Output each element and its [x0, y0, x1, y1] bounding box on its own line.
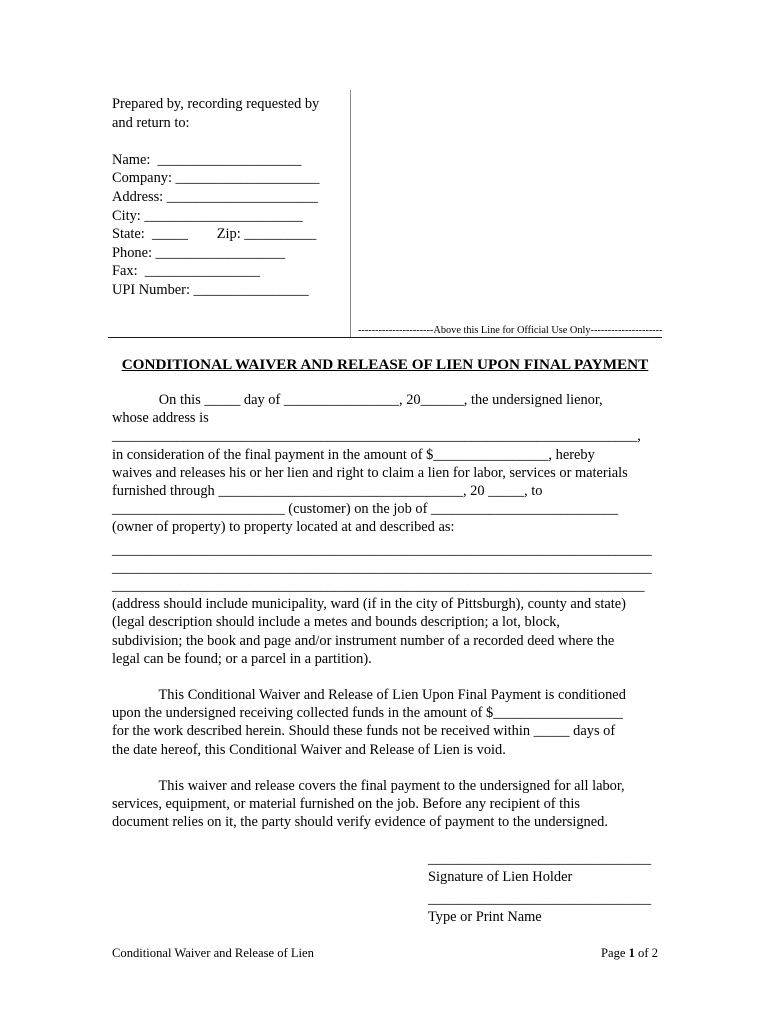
page-indicator-suffix: of 2: [634, 946, 658, 960]
page-number: 1: [628, 946, 635, 960]
print-name-line: _______________________________: [428, 891, 652, 908]
page-footer: [112, 946, 658, 961]
opening-paragraph: On this _____ day of ________________, 20______, the undersigned lienor, whose address is _________________________________________________________________________, in consideration of the final payment in the amount of $________________, hereby waives and releases his or her lien and right to claim a lien for labor, services or materials furnished through __________________________________, 20 _____, to ________________________ (customer) on the job of __________________________ (owner of property) to property located at and described as:: [112, 392, 641, 536]
return-address-block: Prepared by, recording requested by and return to: Name: ____________________ Company: ____________________ Address: _____________________ City: ______________________ State: _____ Zip: __________ Phone: __________________ Fax: ________________ UPI Number: ________________: [112, 96, 320, 298]
signature-line: _______________________________: [428, 851, 652, 868]
official-use-label: ----------------------Above this Line for Official Use Only---------------------: [358, 325, 663, 336]
print-name-label: Type or Print Name: [428, 909, 542, 926]
page-content: [112, 0, 663, 931]
page-indicator: [601, 946, 658, 961]
footer-document-title: Conditional Waiver and Release of Lien: [112, 946, 314, 960]
signature-block: [428, 851, 658, 927]
document-title: CONDITIONAL WAIVER AND RELEASE OF LIEN UPON FINAL PAYMENT: [121, 356, 649, 373]
header-rule: [108, 337, 662, 338]
signature-label: Signature of Lien Holder: [428, 869, 573, 886]
official-use-header: [112, 90, 663, 337]
conditional-funds-paragraph: This Conditional Waiver and Release of Lien Upon Final Payment is conditioned upon the undersigned receiving collected funds in the amount of $__________________ for the work described herein. Should these funds not be received within _____ days of the date hereof, this Conditional Waiver and Release of Lien is void.: [112, 687, 626, 758]
property-description-blank-lines: ___________________________________________________________________________ ___________________________________________________________________________ __________________________________________________________________________: [112, 541, 652, 595]
page-indicator-prefix: Page: [600, 946, 629, 960]
coverage-paragraph: This waiver and release covers the final payment to the undersigned for all labor, services, equipment, or material furnished on the job. Before any recipient of this document relies on it, the party should verify evidence of payment to the undersigned.: [112, 777, 625, 831]
description-guidance-notes: (address should include municipality, ward (if in the city of Pittsburgh), county and state) (legal description should include a metes and bounds description; a lot, block, subdivision; the book and page and/or instrument number of a recorded deed where the legal can be found; or a parcel in a partition).: [112, 596, 626, 667]
header-vertical-divider: [350, 90, 351, 337]
